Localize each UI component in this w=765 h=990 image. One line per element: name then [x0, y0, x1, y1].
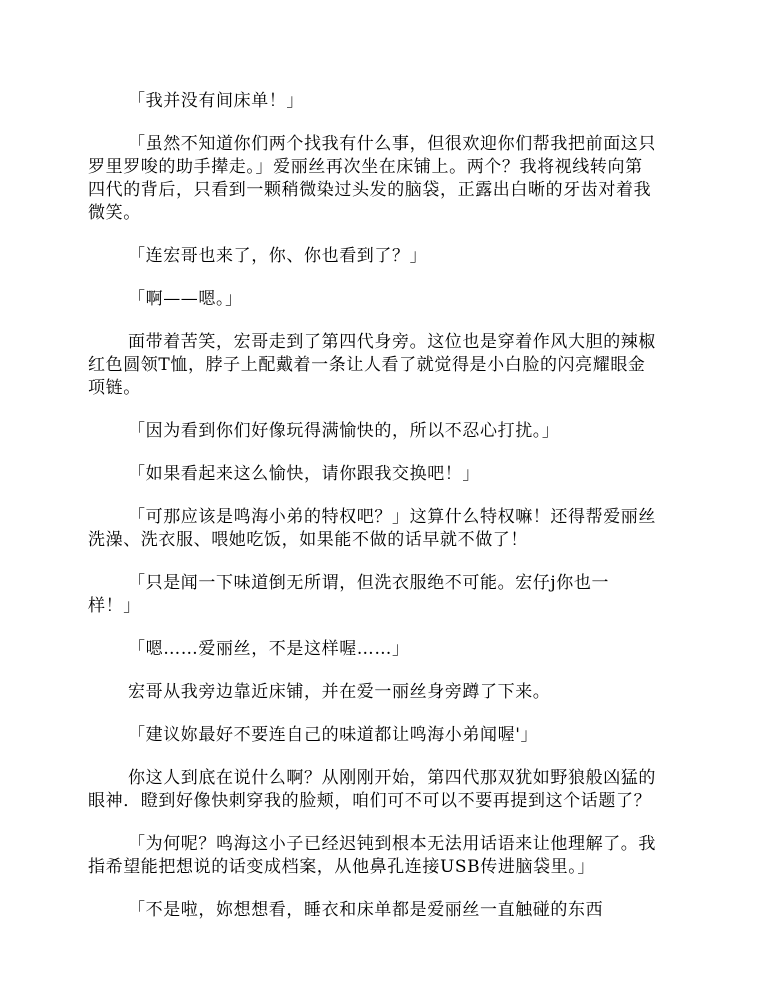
paragraph-2: 「虽然不知道你们两个找我有什么事，但很欢迎你们帮我把前面这只罗里罗唆的助手撵走。」爱丽丝再次坐在床铺上。两个？我将视线转向第四代的背后，只看到一颗稍微染过头发的脑袋，正露出白晰的牙齿对着我微笑。: [88, 134, 656, 223]
paragraph-11: 宏哥从我旁边靠近床铺，并在爱一丽丝身旁蹲了下来。: [128, 682, 551, 702]
paragraph-3: 「连宏哥也来了，你、你也看到了？」: [128, 246, 428, 266]
paragraph-12: 「建议妳最好不要连自己的味道都让鸣海小弟闻喔'」: [128, 725, 539, 745]
paragraph-9: 「只是闻一下味道倒无所谓，但洗衣服绝不可能。宏仔j你也一 样！」: [88, 573, 610, 616]
paragraph-8: 「可那应该是鸣海小弟的特权吧？」这算什么特权嘛！还得帮爱丽丝洗澡、洗衣服、喂她吃饭，如果能不做的话早就不做了！: [88, 507, 656, 550]
document-page: [88, 90, 658, 942]
paragraph-6: 「因为看到你们好像玩得满愉快的，所以不忍心打扰。」: [128, 421, 560, 441]
paragraph-10: 「嗯……爱丽丝，不是这样喔……」: [128, 639, 410, 659]
paragraph-15: 「不是啦，妳想想看，睡衣和床单都是爱丽丝一直触碰的东西: [128, 900, 604, 920]
paragraph-4: 「啊——嗯。」: [128, 289, 243, 309]
paragraph-13: 你这人到底在说什么啊？从刚刚开始，第四代那双犹如野狼般凶猛的眼神．瞪到好像快刺穿我的脸颊，咱们可不可以不要再提到这个话题了？: [88, 768, 656, 811]
paragraph-14: 「为何呢？鸣海这小子已经迟钝到根本无法用话语来让他理解了。我指希望能把想说的话变成档案，从他鼻孔连接USB传进脑袋里。」: [88, 834, 656, 877]
paragraph-5: 面带着苦笑，宏哥走到了第四代身旁。这位也是穿着作风大胆的辣椒红色圆领T恤，脖子上配戴着一条让人看了就觉得是小白脸的闪亮耀眼金项链。: [88, 332, 656, 398]
paragraph-7: 「如果看起来这么愉快，请你跟我交换吧！」: [128, 464, 480, 484]
paragraph-1: 「我并没有间床单！」: [128, 91, 304, 111]
